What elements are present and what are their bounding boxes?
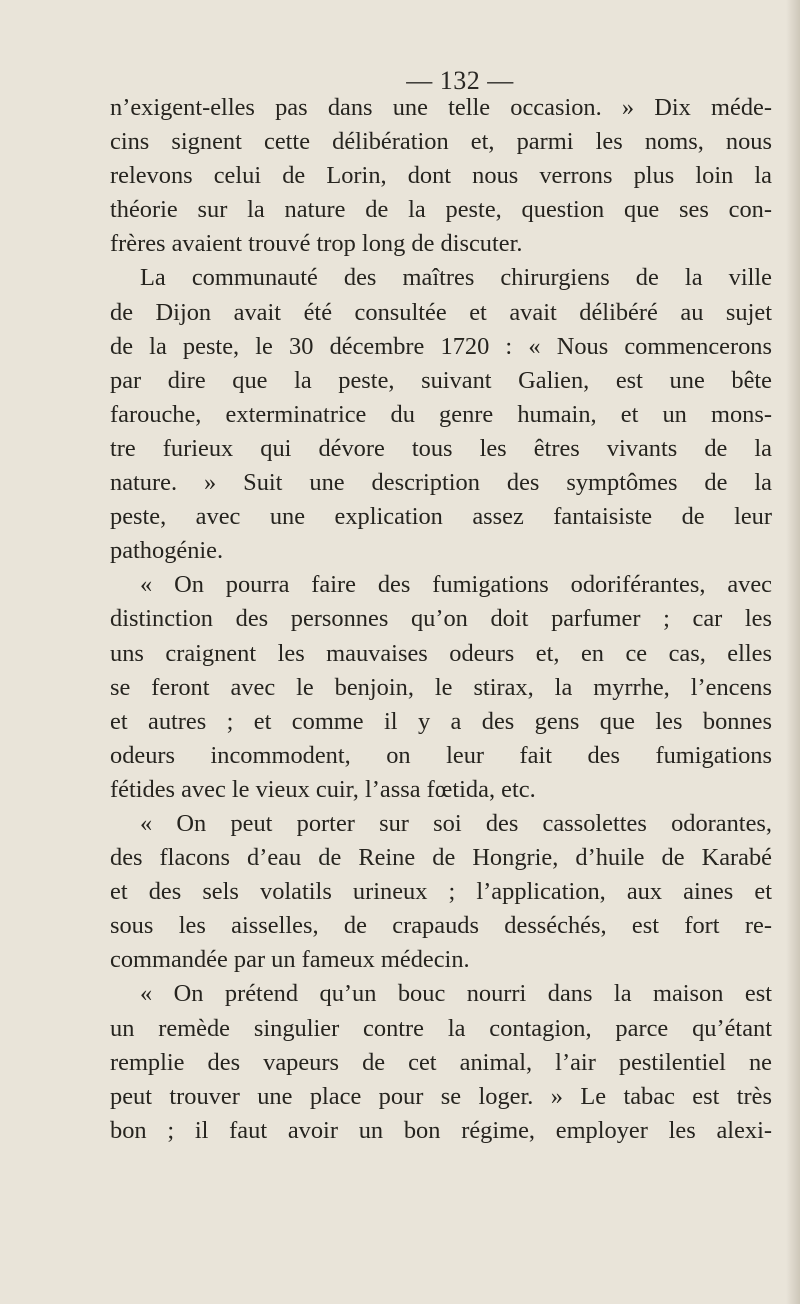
text-line: des flacons d’eau de Reine de Hongrie, d’huile de Karabé <box>110 844 772 872</box>
text-line: théorie sur la nature de la peste, question que ses con- <box>110 196 772 224</box>
text-line: « On prétend qu’un bouc nourri dans la maison est <box>140 980 772 1008</box>
text-line: par dire que la peste, suivant Galien, est une bête <box>110 366 772 394</box>
text-line: relevons celui de Lorin, dont nous verrons plus loin la <box>110 162 772 190</box>
text-line: « On peut porter sur soi des cassolettes odorantes, <box>140 809 772 837</box>
text-line: La communauté des maîtres chirurgiens de la ville <box>140 264 772 292</box>
text-line: n’exigent-elles pas dans une telle occasion. » Dix méde- <box>110 94 772 121</box>
page-edge-shadow <box>786 0 800 1304</box>
text-line: « On pourra faire des fumigations odoriférantes, avec <box>140 571 772 599</box>
text-line: farouche, exterminatrice du genre humain, et un mons- <box>110 400 772 428</box>
text-line: cins signent cette délibération et, parmi les noms, nous <box>110 128 772 156</box>
text-line: remplie des vapeurs de cet animal, l’air pestilentiel ne <box>110 1048 772 1076</box>
text-line: de la peste, le 30 décembre 1720 : « Nous commencerons <box>110 332 772 360</box>
text-line: commandée par un fameux médecin. <box>110 946 470 974</box>
text-line: un remède singulier contre la contagion, parce qu’étant <box>110 1014 772 1042</box>
text-line: distinction des personnes qu’on doit parfumer ; car les <box>110 605 772 633</box>
text-line: fétides avec le vieux cuir, l’assa fœtida, etc. <box>110 775 536 803</box>
text-line: peut trouver une place pour se loger. » Le tabac est très <box>110 1082 772 1110</box>
text-line: et des sels volatils urineux ; l’application, aux aines et <box>110 878 772 906</box>
text-line: et autres ; et comme il y a des gens que les bonnes <box>110 707 772 735</box>
text-line: se feront avec le benjoin, le stirax, la myrrhe, l’encens <box>110 673 772 701</box>
text-line: tre furieux qui dévore tous les êtres vivants de la <box>110 434 772 462</box>
page-number: — 132 — <box>406 66 514 95</box>
text-line: uns craignent les mauvaises odeurs et, en ce cas, elles <box>110 639 772 667</box>
body-text <box>110 91 772 1148</box>
text-line: sous les aisselles, de crapauds desséchés, est fort re- <box>110 912 772 940</box>
text-line: de Dijon avait été consultée et avait délibéré au sujet <box>110 298 772 326</box>
text-line: bon ; il faut avoir un bon régime, employer les alexi- <box>110 1116 772 1144</box>
text-line: nature. » Suit une description des symptômes de la <box>110 469 772 497</box>
text-line: peste, avec une explication assez fantaisiste de leur <box>110 503 772 531</box>
text-line: frères avaient trouvé trop long de discuter. <box>110 230 523 258</box>
text-line: pathogénie. <box>110 537 224 565</box>
text-line: odeurs incommodent, on leur fait des fumigations <box>110 741 772 769</box>
